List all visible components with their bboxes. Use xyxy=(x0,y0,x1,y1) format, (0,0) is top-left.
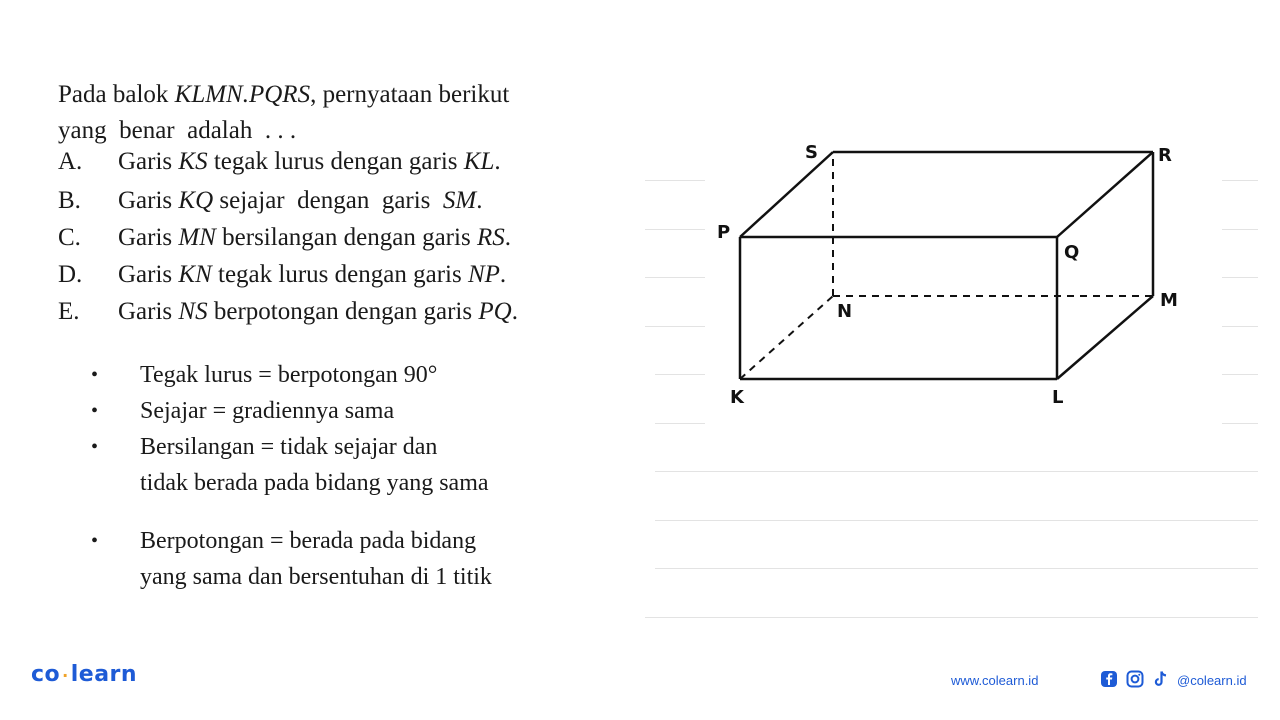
note-text: tidak berada pada bidang yang sama xyxy=(140,470,489,496)
option-text: Garis MN bersilangan dengan garis RS. xyxy=(118,224,511,251)
colearn-logo: co ·learn xyxy=(31,662,138,687)
website-link[interactable]: www.colearn.id xyxy=(951,673,1039,688)
vertex-label-l: L xyxy=(1052,387,1064,408)
option-letter: E. xyxy=(58,298,80,325)
vertex-label-k: K xyxy=(730,387,744,408)
bullet: • xyxy=(91,436,99,458)
social-handle[interactable]: @colearn.id xyxy=(1177,673,1247,688)
note-text: Bersilangan = tidak sejajar dan xyxy=(140,434,438,460)
option-text: Garis KQ sejajar dengan garis SM. xyxy=(118,187,483,214)
option-letter: D. xyxy=(58,261,83,288)
tiktok-icon[interactable] xyxy=(1152,670,1170,688)
edge-KN-hidden xyxy=(740,296,833,379)
bullet: • xyxy=(91,364,99,386)
vertex-label-s: S xyxy=(805,142,818,163)
instagram-icon[interactable] xyxy=(1126,670,1144,688)
cuboid-name: KLMN.PQRS xyxy=(174,81,311,108)
option-letter: A. xyxy=(58,148,83,175)
vertex-label-m: M xyxy=(1160,290,1178,311)
vertex-label-n: N xyxy=(837,301,853,322)
edge-PS xyxy=(740,152,833,237)
vertex-label-r: R xyxy=(1158,145,1172,166)
option-text: Garis KN tegak lurus dengan garis NP. xyxy=(118,261,507,288)
option-text: Garis NS berpotongan dengan garis PQ. xyxy=(118,298,518,325)
bullet: • xyxy=(91,530,99,552)
option-text: Garis KS tegak lurus dengan garis KL. xyxy=(118,148,501,175)
question-text-post: , pernyataan berikut xyxy=(310,81,510,108)
note-text: yang sama dan bersentuhan di 1 titik xyxy=(140,564,492,590)
bullet: • xyxy=(91,400,99,422)
option-letter: C. xyxy=(58,224,81,251)
edge-ML xyxy=(1057,296,1153,379)
question-line-2: yang benar adalah . . . xyxy=(58,117,297,144)
note-text: Sejajar = gradiennya sama xyxy=(140,398,395,424)
vertex-label-p: P xyxy=(717,222,731,243)
note-text: Berpotongan = berada pada bidang xyxy=(140,528,477,554)
question-text-pre: Pada balok xyxy=(58,81,175,108)
edge-RQ xyxy=(1057,152,1153,237)
vertex-label-q: Q xyxy=(1064,242,1080,263)
note-text: Tegak lurus = berpotongan 90° xyxy=(140,362,438,388)
facebook-icon[interactable] xyxy=(1100,670,1118,688)
option-letter: B. xyxy=(58,187,81,214)
